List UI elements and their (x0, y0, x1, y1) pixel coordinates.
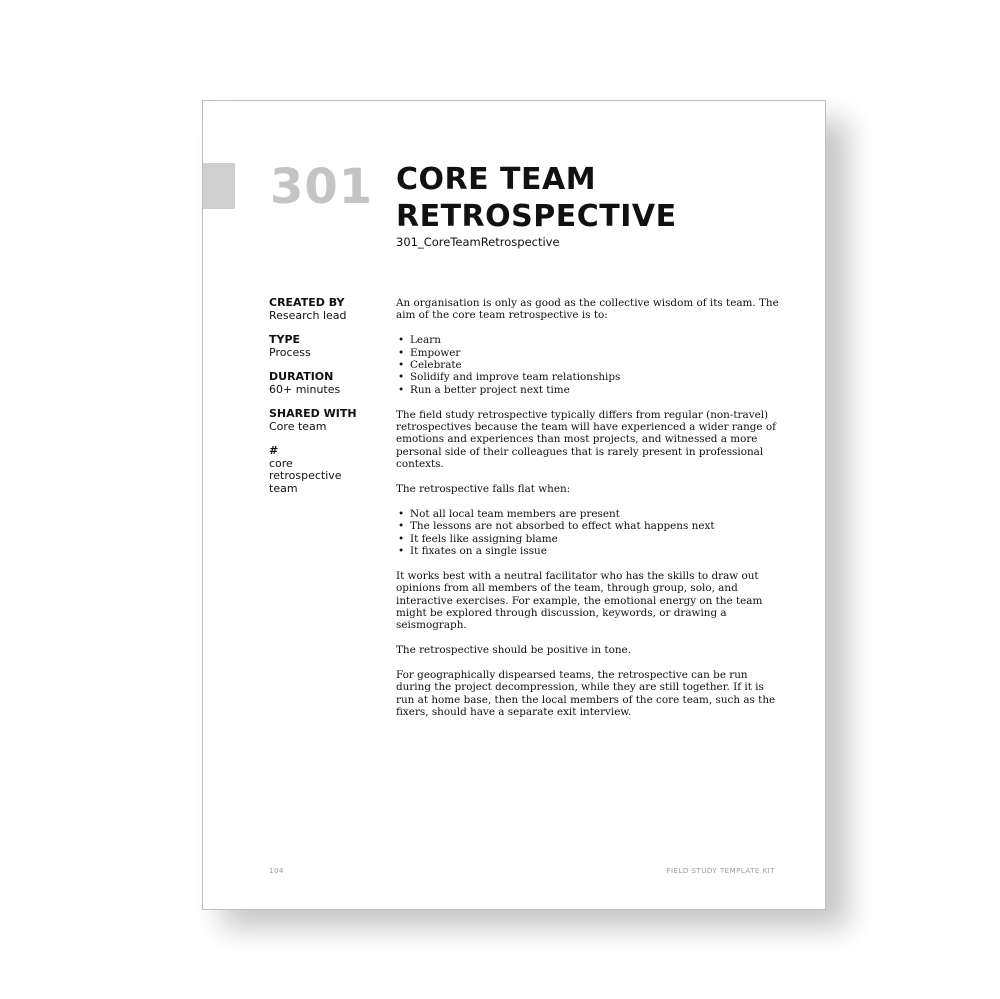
differs-paragraph: The field study retrospective typically differs from regular (non-travel) retrospectives because the team will have experienced a wider range of emotions and experiences than most projects, and witnessed a more personal side of their colleagues that is rarely present in professional contexts. (396, 408, 776, 471)
metadata-column (269, 297, 379, 507)
tag: retrospective (269, 469, 342, 482)
list-item: • Learn (396, 334, 784, 346)
meta-duration (269, 371, 379, 396)
shared-with-value: Core team (269, 419, 327, 433)
section-tab-marker (203, 163, 235, 209)
failures-list (396, 508, 784, 558)
publication-name: FIELD STUDY TEMPLATE KIT (666, 867, 775, 875)
document-page (202, 100, 826, 910)
meta-shared-with (269, 408, 379, 433)
list-item: • Not all local team members are present (396, 508, 784, 520)
aims-list (396, 334, 784, 396)
dispersed-paragraph: For geographically dispearsed teams, the retrospective can be run during the project decompression, while they are still together. If it is run at home base, then the local members of the core team, such as the fixers, should have a separate exit interview. (396, 669, 776, 719)
list-item: • The lessons are not absorbed to effect what happens next (396, 520, 784, 532)
title-line-2: RETROSPECTIVE (396, 199, 677, 234)
created-by-label: CREATED BY (269, 296, 345, 309)
tag: core (269, 456, 293, 470)
list-item: • Empower (396, 347, 784, 359)
falls-flat-paragraph: The retrospective falls flat when: (396, 483, 571, 496)
title-line-1: CORE TEAM (396, 162, 597, 197)
body-text (396, 297, 784, 731)
facilitator-paragraph: It works best with a neutral facilitator who has the skills to draw out opinions from all members of the team, through group, solo, and interactive exercises. For example, the emotional energy on the team might be explored through discussion, keywords, or drawing a seismograph. (396, 569, 763, 632)
meta-created-by (269, 297, 379, 322)
page-number: 104 (269, 867, 284, 875)
page-title (396, 161, 776, 235)
list-item: • Run a better project next time (396, 384, 784, 396)
list-item: • Celebrate (396, 359, 784, 371)
list-item: • Solidify and improve team relationships (396, 371, 784, 383)
tag: team (269, 481, 298, 495)
duration-value: 60+ minutes (269, 382, 341, 396)
type-label: TYPE (269, 333, 301, 346)
meta-tags (269, 445, 379, 495)
meta-type (269, 334, 379, 359)
section-number: 301 (270, 159, 374, 215)
duration-label: DURATION (269, 370, 334, 383)
shared-with-label: SHARED WITH (269, 407, 357, 420)
tone-paragraph: The retrospective should be positive in tone. (396, 644, 631, 657)
created-by-value: Research lead (269, 308, 347, 322)
list-item: • It fixates on a single issue (396, 545, 784, 557)
intro-paragraph: An organisation is only as good as the collective wisdom of its team. The aim of the core team retrospective is to: (396, 297, 779, 322)
tags-label: # (269, 444, 279, 457)
file-name: 301_CoreTeamRetrospective (396, 235, 560, 249)
list-item: • It feels like assigning blame (396, 533, 784, 545)
type-value: Process (269, 345, 311, 359)
